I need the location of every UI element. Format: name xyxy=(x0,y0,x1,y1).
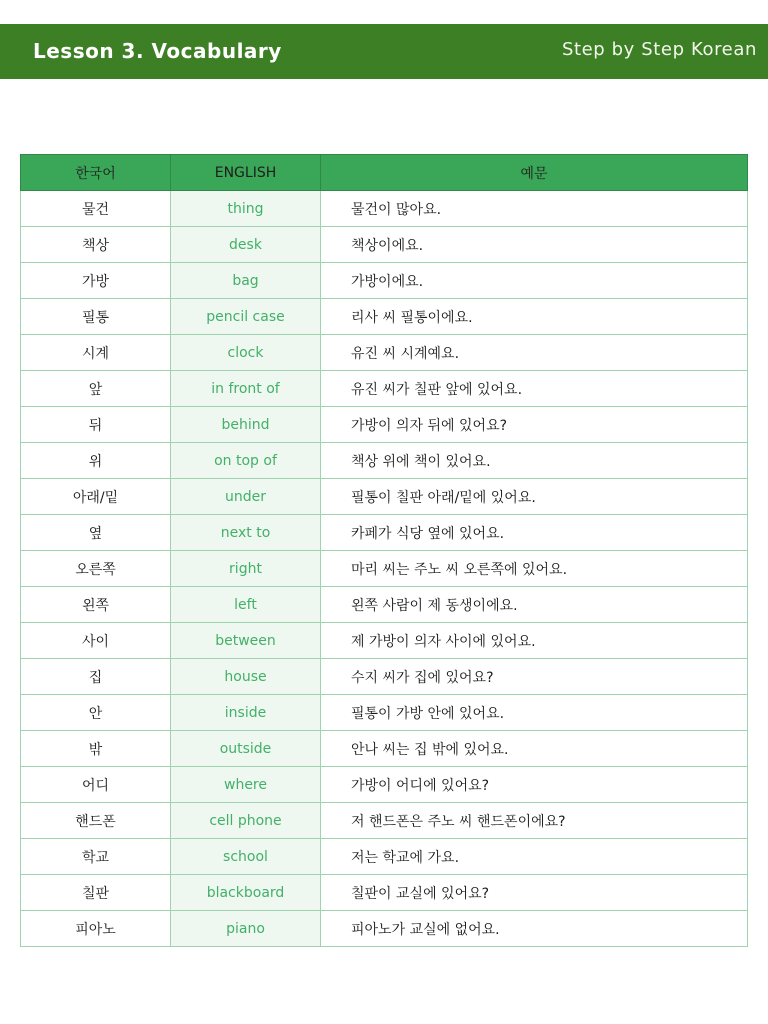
korean-word: 왼쪽 xyxy=(21,587,171,623)
korean-word: 학교 xyxy=(21,839,171,875)
english-meaning: inside xyxy=(171,695,321,731)
korean-word: 아래/밑 xyxy=(21,479,171,515)
korean-word: 가방 xyxy=(21,263,171,299)
example-sentence: 피아노가 교실에 없어요. xyxy=(321,911,748,947)
example-sentence: 카페가 식당 옆에 있어요. xyxy=(321,515,748,551)
english-meaning: pencil case xyxy=(171,299,321,335)
example-sentence: 유진 씨 시계예요. xyxy=(321,335,748,371)
example-sentence: 가방이 의자 뒤에 있어요? xyxy=(321,407,748,443)
table-row xyxy=(21,263,748,299)
example-sentence: 리사 씨 필통이에요. xyxy=(321,299,748,335)
korean-word: 뒤 xyxy=(21,407,171,443)
korean-word: 시계 xyxy=(21,335,171,371)
korean-word: 책상 xyxy=(21,227,171,263)
english-meaning: on top of xyxy=(171,443,321,479)
example-sentence: 제 가방이 의자 사이에 있어요. xyxy=(321,623,748,659)
korean-word: 필통 xyxy=(21,299,171,335)
example-sentence: 책상 위에 책이 있어요. xyxy=(321,443,748,479)
english-meaning: thing xyxy=(171,191,321,227)
table-row xyxy=(21,407,748,443)
header-banner xyxy=(0,24,768,79)
english-meaning: left xyxy=(171,587,321,623)
english-meaning: bag xyxy=(171,263,321,299)
table-row xyxy=(21,587,748,623)
table-row xyxy=(21,191,748,227)
table-row xyxy=(21,479,748,515)
table-row xyxy=(21,731,748,767)
brand-name: Step by Step Korean xyxy=(561,39,757,60)
english-meaning: outside xyxy=(171,731,321,767)
example-sentence: 물건이 많아요. xyxy=(321,191,748,227)
korean-word: 안 xyxy=(21,695,171,731)
korean-word: 핸드폰 xyxy=(21,803,171,839)
english-meaning: where xyxy=(171,767,321,803)
vocabulary-table xyxy=(20,154,748,947)
english-meaning: piano xyxy=(171,911,321,947)
english-meaning: in front of xyxy=(171,371,321,407)
english-meaning: clock xyxy=(171,335,321,371)
table-row xyxy=(21,695,748,731)
korean-word: 피아노 xyxy=(21,911,171,947)
english-meaning: blackboard xyxy=(171,875,321,911)
table-row xyxy=(21,515,748,551)
korean-word: 칠판 xyxy=(21,875,171,911)
english-meaning: desk xyxy=(171,227,321,263)
english-meaning: next to xyxy=(171,515,321,551)
table-row xyxy=(21,875,748,911)
column-header-korean: 한국어 xyxy=(21,155,171,191)
table-row xyxy=(21,371,748,407)
example-sentence: 수지 씨가 집에 있어요? xyxy=(321,659,748,695)
table-row xyxy=(21,767,748,803)
english-meaning: under xyxy=(171,479,321,515)
korean-word: 물건 xyxy=(21,191,171,227)
korean-word: 앞 xyxy=(21,371,171,407)
example-sentence: 저는 학교에 가요. xyxy=(321,839,748,875)
korean-word: 위 xyxy=(21,443,171,479)
table-row xyxy=(21,551,748,587)
table-row xyxy=(21,911,748,947)
example-sentence: 가방이 어디에 있어요? xyxy=(321,767,748,803)
korean-word: 사이 xyxy=(21,623,171,659)
table-row xyxy=(21,803,748,839)
table-row xyxy=(21,227,748,263)
table-row xyxy=(21,299,748,335)
table-row xyxy=(21,335,748,371)
example-sentence: 마리 씨는 주노 씨 오른쪽에 있어요. xyxy=(321,551,748,587)
table-header-row xyxy=(21,155,748,191)
english-meaning: behind xyxy=(171,407,321,443)
english-meaning: cell phone xyxy=(171,803,321,839)
example-sentence: 저 핸드폰은 주노 씨 핸드폰이에요? xyxy=(321,803,748,839)
example-sentence: 책상이에요. xyxy=(321,227,748,263)
example-sentence: 필통이 가방 안에 있어요. xyxy=(321,695,748,731)
example-sentence: 가방이에요. xyxy=(321,263,748,299)
example-sentence: 왼쪽 사람이 제 동생이에요. xyxy=(321,587,748,623)
table-row xyxy=(21,623,748,659)
korean-word: 오른쪽 xyxy=(21,551,171,587)
example-sentence: 칠판이 교실에 있어요? xyxy=(321,875,748,911)
table-row xyxy=(21,659,748,695)
english-meaning: right xyxy=(171,551,321,587)
english-meaning: school xyxy=(171,839,321,875)
korean-word: 집 xyxy=(21,659,171,695)
korean-word: 어디 xyxy=(21,767,171,803)
korean-word: 밖 xyxy=(21,731,171,767)
example-sentence: 안나 씨는 집 밖에 있어요. xyxy=(321,731,748,767)
korean-word: 옆 xyxy=(21,515,171,551)
english-meaning: house xyxy=(171,659,321,695)
example-sentence: 유진 씨가 칠판 앞에 있어요. xyxy=(321,371,748,407)
example-sentence: 필통이 칠판 아래/밑에 있어요. xyxy=(321,479,748,515)
english-meaning: between xyxy=(171,623,321,659)
table-row xyxy=(21,443,748,479)
lesson-title: Lesson 3. Vocabulary xyxy=(33,39,282,63)
column-header-example: 예문 xyxy=(321,155,748,191)
column-header-english: ENGLISH xyxy=(171,155,321,191)
table-row xyxy=(21,839,748,875)
